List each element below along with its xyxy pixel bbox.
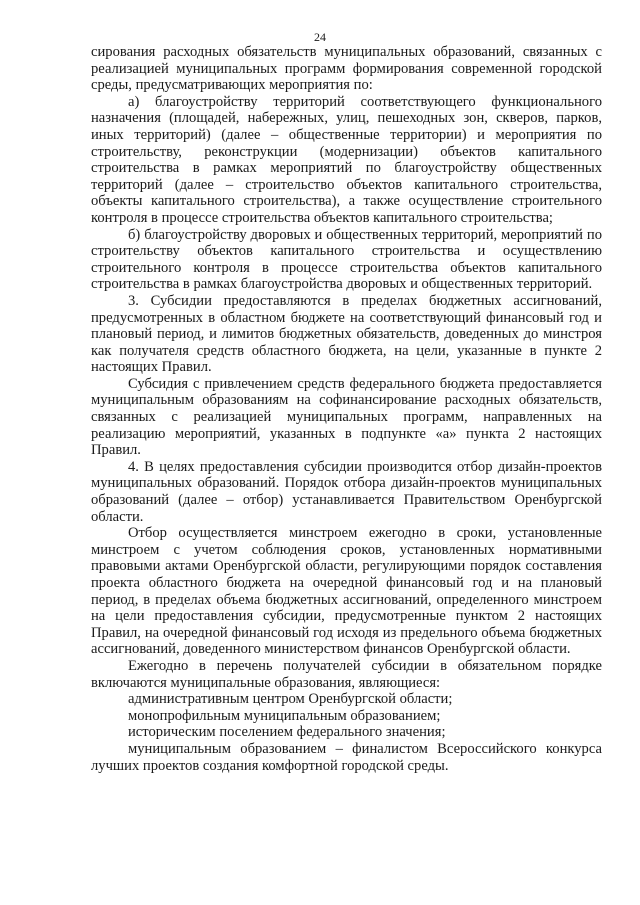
document-body	[91, 44, 602, 774]
list-item-contest-finalist: муниципальным образованием – финалистом Всероссийского конкурса лучших проектов создания комфортной городской среды.	[91, 740, 602, 774]
paragraph-clause-3: 3. Субсидии предоставляются в пределах бюджетных ассигнований, предусмотренных в областном бюджете на соответствующий финансовый год и плановый период, и лимитов бюджетных обязательств, доведенных до минстроя как получателя средств областного бюджета, на цели, указанные в пункте 2 настоящих Правил.	[91, 292, 602, 376]
paragraph-clause-4: 4. В целях предоставления субсидии производится отбор дизайн-проектов муниципальных образований. Порядок отбора дизайн-проектов муниципальных образований (далее – отбор) устанавливается Правительством Оренбургской области.	[91, 458, 602, 525]
list-item-admin-center: административным центром Оренбургской области;	[128, 691, 453, 708]
paragraph-federal-subsidy: Субсидия с привлечением средств федерального бюджета предоставляется муниципальным образованиям на софинансирование расходных обязательств, связанных с реализацией муниципальных программ, направленных на реализацию мероприятий, указанных в подпункте «а» пункта 2 настоящих Правил.	[91, 375, 602, 459]
list-item-historical-settlement: историческим поселением федерального значения;	[128, 724, 446, 741]
paragraph-selection-procedure: Отбор осуществляется минстроем ежегодно в сроки, установленные минстроем с учетом соблюдения сроков, установленных нормативными правовыми актами Оренбургской области, регулирующими порядок составления проекта областного бюджета на очередной финансовый год и на плановый период, в пределах объема бюджетных ассигнований, определенного минстроем на цели предоставления субсидии, предусмотренные пунктом 2 настоящих Правил, на очередной финансовый год исходя из предельного объема бюджетных ассигнований, доведенного министерством финансов Оренбургской области.	[91, 525, 602, 658]
paragraph-item-a: а) благоустройству территорий соответствующего функционального назначения (площадей, набережных, улиц, пешеходных зон, скверов, парков, иных территорий) (далее – общественные территории) и мероприятия по строительству, реконструкции (модернизации) объектов капитального строительства в рамках мероприятий по благоустройству общественных территорий (далее – строительство объектов капитального строительства, объекты капитального строительства), а также осуществление строительного контроля в процессе строительства объектов капитального строительства;	[91, 93, 602, 226]
list-item-monoprofile: монопрофильным муниципальным образованием;	[128, 707, 441, 724]
page-number: 24	[314, 30, 326, 44]
paragraph-item-b: б) благоустройству дворовых и общественных территорий, мероприятий по строительству объектов капитального строительства и осуществлению строительного контроля в процессе строительства объектов капитального строительства в рамках благоустройства дворовых и общественных территорий.	[91, 226, 602, 293]
paragraph-continuation: сирования расходных обязательств муниципальных образований, связанных с реализацией муниципальных программ формирования современной городской среды, предусматривающих мероприятия по:	[91, 44, 602, 94]
paragraph-recipients-intro: Ежегодно в перечень получателей субсидии в обязательном порядке включаются муниципальные образования, являющиеся:	[91, 657, 602, 691]
